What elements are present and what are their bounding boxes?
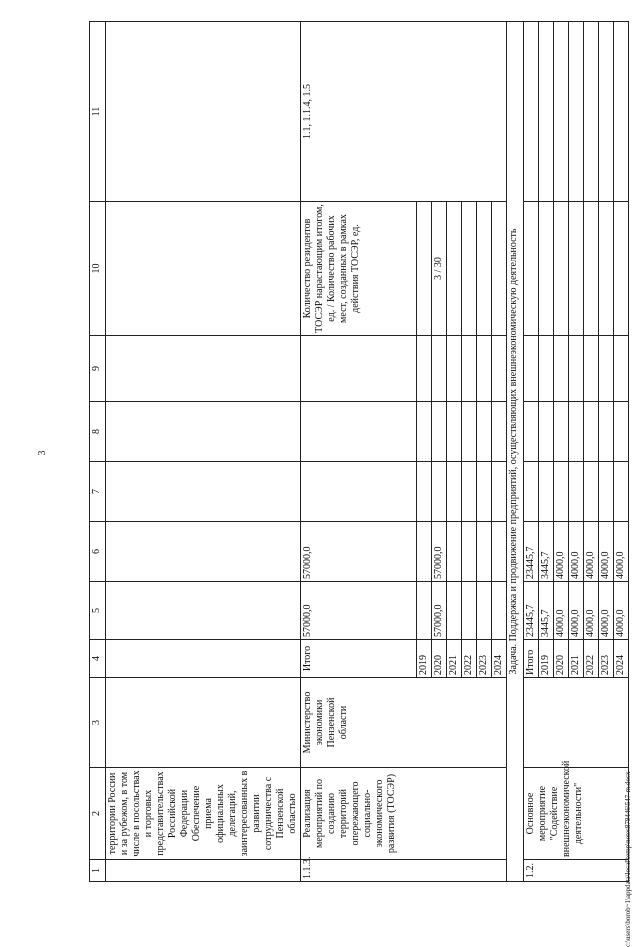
- year-row: 2019: [417, 22, 432, 882]
- column-number-row: [90, 22, 106, 882]
- col-header: 3: [90, 678, 106, 768]
- col-header: 7: [90, 462, 106, 522]
- row-number: 1.1.3.: [301, 860, 507, 882]
- year-row: 2024: [492, 22, 507, 882]
- task-text: Задача. Поддержка и продвижение предприятий, осуществляющих внешнеэкономическую деятельность: [507, 22, 524, 882]
- year-row: 2019 3445,7 3445,7: [539, 22, 554, 882]
- col-header: 6: [90, 522, 106, 582]
- row-executor: Министерство экономики Пензенской области: [301, 678, 507, 768]
- links-text: 1.1, 1.1.4, 1.5: [301, 22, 507, 202]
- row-1-1-3: [301, 22, 417, 882]
- col-header: 8: [90, 402, 106, 462]
- col-header: 11: [90, 22, 106, 202]
- continued-row: [106, 22, 301, 882]
- col-header: 5: [90, 582, 106, 640]
- total-col6: 57000,0: [301, 522, 417, 582]
- col-header: 4: [90, 640, 106, 678]
- page-number: 3: [37, 450, 48, 456]
- year-row: 2024 4000,0 4000,0: [614, 22, 629, 882]
- col-header: 2: [90, 768, 106, 860]
- row-name: Основное мероприятие "Содействие внешнеэкономической деятельности": [524, 768, 629, 860]
- col-header: 9: [90, 336, 106, 402]
- continued-name: территории России и за рубежом, в том числе в посольствах и торговых представительствах Российской Федерации Обеспечение приема официальных делегаций, заинтересованных в развитии сотрудничества с Пензенской областью: [106, 768, 301, 860]
- row-name: Реализация мероприятий по созданию территорий опережающего социально-экономического развития (ТОСЭР): [301, 768, 507, 860]
- year-row: 2021 4000,0 4000,0: [569, 22, 584, 882]
- year-row: 2021: [447, 22, 462, 882]
- year-row: 2022 4000,0 4000,0: [584, 22, 599, 882]
- rotated-page: [89, 22, 626, 882]
- footer-file-path: c:\users\borob~1\appdata\local\temp\notes879446\547-m.docx: [624, 771, 632, 947]
- year-row: 2020 57000,0 57000,0 3 / 30: [432, 22, 447, 882]
- year-row: 2022: [462, 22, 477, 882]
- indicator-text: Количество резидентов ТОСЭР нарастающим итогом, ед. / Количество рабочих мест, созданных в рамках действия ТОСЭР, ед.: [301, 202, 417, 336]
- total-col5: 57000,0: [301, 582, 417, 640]
- year-row: 2020 4000,0 4000,0: [554, 22, 569, 882]
- col-header: 1: [90, 860, 106, 882]
- row-number: 1.2.: [524, 860, 629, 882]
- task-row: [507, 22, 524, 882]
- row-1-2: 1.2. Основное мероприятие "Содействие внешнеэкономической деятельности" Итого 23445,7 23445,7: [524, 22, 539, 882]
- program-table: [89, 21, 629, 882]
- col-header: 10: [90, 202, 106, 336]
- year-row: 2023 4000,0 4000,0: [599, 22, 614, 882]
- year-row: 2023: [477, 22, 492, 882]
- total-label: Итого: [301, 640, 417, 678]
- table-container: [89, 22, 626, 882]
